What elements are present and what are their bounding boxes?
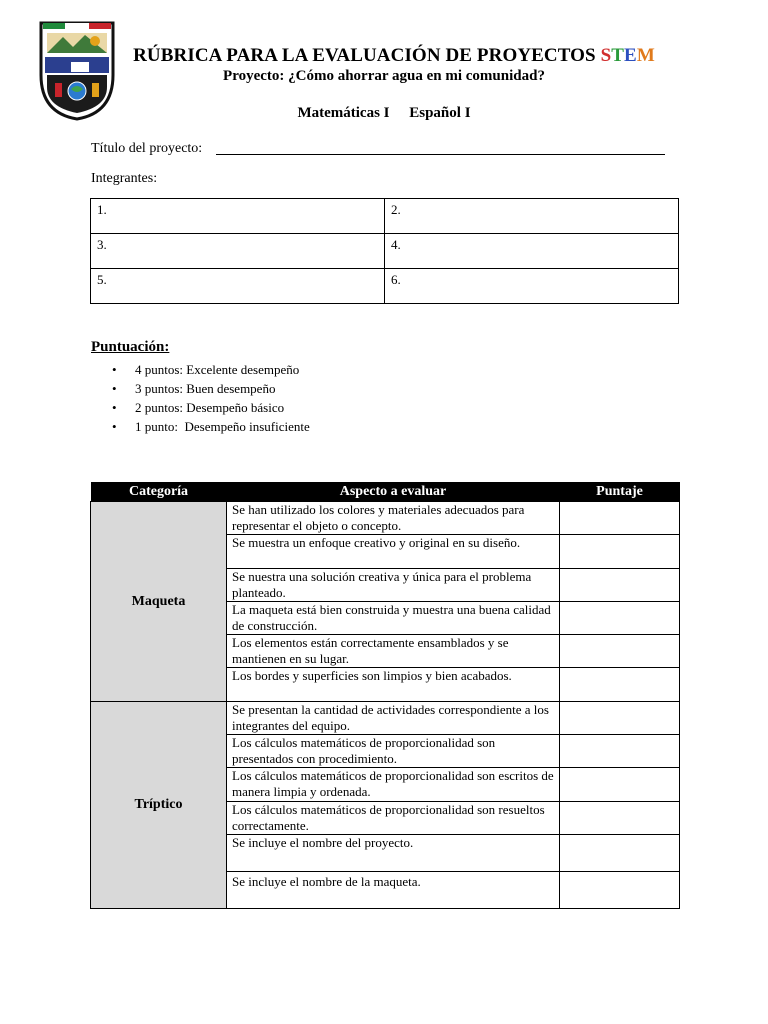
category-maqueta: Maqueta [91,502,227,702]
member-cell-2[interactable]: 2. [385,199,679,234]
score-cell[interactable] [560,802,680,835]
score-cell[interactable] [560,602,680,635]
aspect-cell: Los bordes y superficies son limpios y bien acabados. [227,668,560,702]
project-title-input-line[interactable] [216,154,665,155]
scoring-item: • 1 punto: Desempeño insuficiente [112,417,310,436]
aspect-cell: Los cálculos matemáticos de proporcionalidad son escritos de manera limpia y ordenada. [227,768,560,802]
score-cell[interactable] [560,535,680,569]
member-cell-1[interactable]: 1. [91,199,385,234]
aspect-cell: Los cálculos matemáticos de proporcionalidad son presentados con procedimiento. [227,735,560,768]
header-aspect: Aspecto a evaluar [227,482,560,502]
score-cell[interactable] [560,872,680,909]
stem-letter-s: S [600,45,612,66]
scoring-list [112,360,310,436]
document-title [130,45,658,67]
subject-math: Matemáticas I [297,105,390,121]
header-category: Categoría [91,482,227,502]
aspect-cell: La maqueta está bien construida y muestra una buena calidad de construcción. [227,602,560,635]
scoring-item: • 4 puntos: Excelente desempeño [112,360,310,379]
school-seal-logo [37,17,117,121]
stem-letter-t: T [611,45,625,66]
aspect-cell: Los elementos están correctamente ensamblados y se mantienen en su lugar. [227,635,560,668]
aspect-cell: Se presentan la cantidad de actividades correspondiente a los integrantes del equipo. [227,702,560,735]
stem-letter-m: M [636,45,655,66]
member-cell-4[interactable]: 4. [385,234,679,269]
rubric-row [91,502,680,535]
project-subtitle: Proyecto: ¿Cómo ahorrar agua en mi comunidad? [223,68,545,84]
aspect-cell: Se incluye el nombre del proyecto. [227,835,560,872]
document-title-main: RÚBRICA PARA LA EVALUACIÓN DE PROYECTOS [133,45,596,66]
score-cell[interactable] [560,569,680,602]
members-table [90,198,679,304]
header-score: Puntaje [560,482,680,502]
aspect-cell: Los cálculos matemáticos de proporcionalidad son resueltos correctamente. [227,802,560,835]
score-cell[interactable] [560,835,680,872]
member-cell-3[interactable]: 3. [91,234,385,269]
aspect-cell: Se han utilizado los colores y materiales adecuados para representar el objeto o concepto. [227,502,560,535]
scoring-title: Puntuación: [91,339,170,355]
project-title-label: Título del proyecto: [91,141,203,156]
title-stem [601,45,655,66]
score-cell[interactable] [560,702,680,735]
rubric-table [90,482,680,909]
rubric-row [91,702,680,735]
score-cell[interactable] [560,735,680,768]
score-cell[interactable] [560,668,680,702]
scoring-item: • 2 puntos: Desempeño básico [112,398,310,417]
member-cell-5[interactable]: 5. [91,269,385,304]
rubric-header-row [91,482,680,502]
member-cell-6[interactable]: 6. [385,269,679,304]
score-cell[interactable] [560,768,680,802]
score-cell[interactable] [560,502,680,535]
aspect-cell: Se muestra un enfoque creativo y original en su diseño. [227,535,560,569]
score-cell[interactable] [560,635,680,668]
aspect-cell: Se nuestra una solución creativa y única para el problema planteado. [227,569,560,602]
stem-letter-e: E [624,45,637,66]
subject-spanish: Español I [409,105,471,121]
subjects [200,105,568,122]
members-label: Integrantes: [91,171,158,186]
aspect-cell: Se incluye el nombre de la maqueta. [227,872,560,909]
category-triptico: Tríptico [91,702,227,909]
scoring-item: • 3 puntos: Buen desempeño [112,379,310,398]
